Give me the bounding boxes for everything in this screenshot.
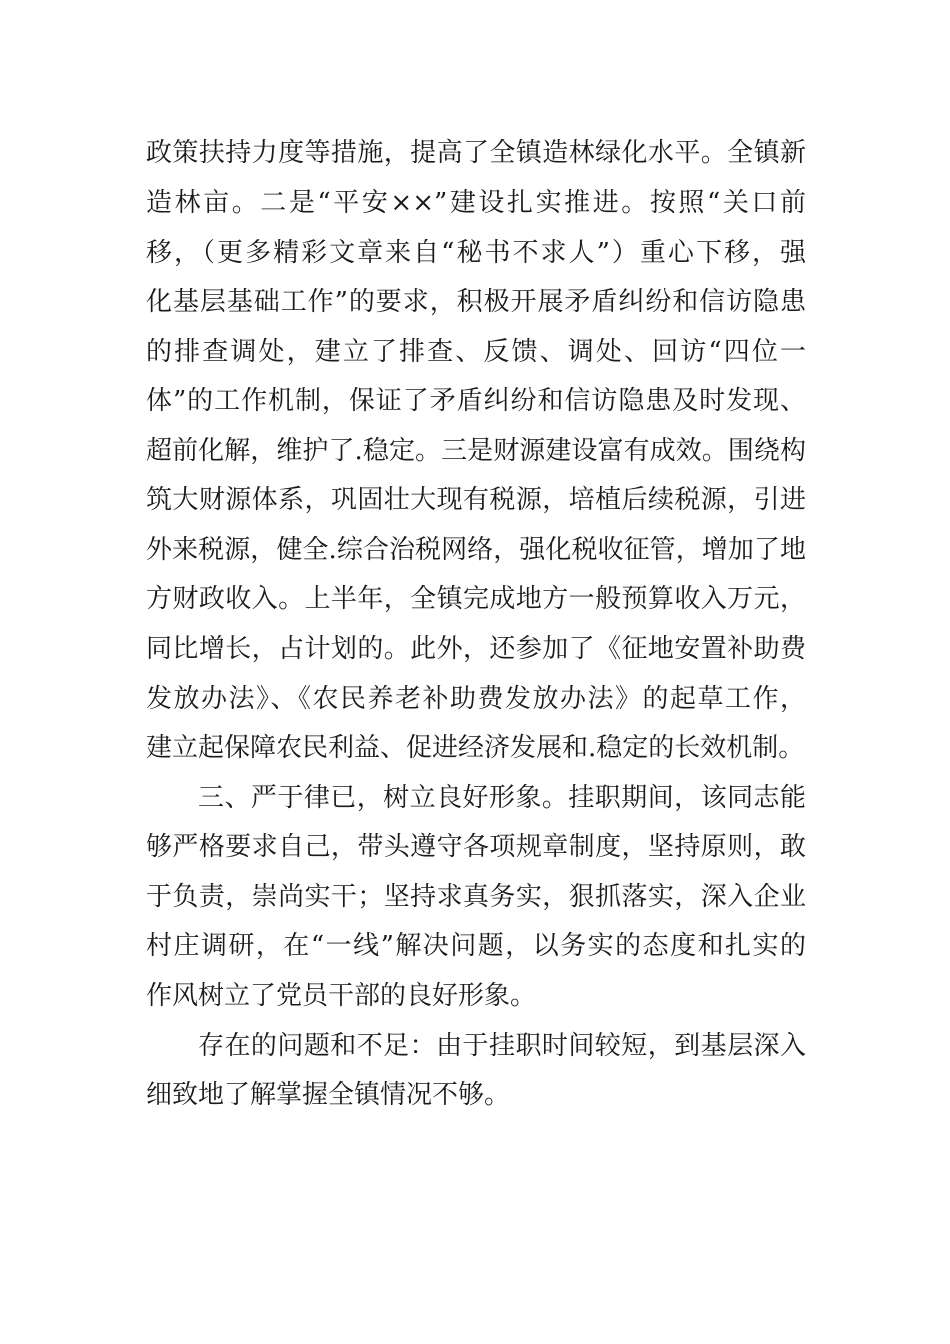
text-line: 外来税源，健全.综合治税网络，强化税收征管，增加了地 [146,535,806,565]
text-line: 作风树立了党员干部的良好形象。 [146,981,537,1011]
text-line: 方财政收入。上半年，全镇完成地方一般预算收入万元， [146,584,806,614]
text-line: 超前化解，维护了.稳定。三是财源建设富有成效。围绕构 [146,436,806,466]
paragraph-first-line: 存在的问题和不足：由于挂职时间较短，到基层深入 [198,1031,806,1061]
text-line: 造林亩。二是“平安××”建设扎实推进。按照“关口前 [146,188,806,218]
text-line: 够严格要求自己，带头遵守各项规章制度，坚持原则，敢 [146,832,806,862]
text-line: 细致地了解掌握全镇情况不够。 [146,1080,511,1110]
text-line: 的排查调处，建立了排查、反馈、调处、回访“四位一 [146,337,806,367]
text-line: 建立起保障农民利益、促进经济发展和.稳定的长效机制。 [146,733,805,763]
text-line: 同比增长，占计划的。此外，还参加了《征地安置补助费 [146,634,806,664]
text-line: 化基层基础工作”的要求，积极开展矛盾纠纷和信访隐患 [146,287,806,317]
text-line: 于负责，崇尚实干；坚持求真务实，狠抓落实，深入企业 [146,882,806,912]
text-line: 体”的工作机制，保证了矛盾纠纷和信访隐患及时发现、 [146,386,806,416]
text-line: 政策扶持力度等措施，提高了全镇造林绿化水平。全镇新 [146,138,806,168]
text-line: 移，（更多精彩文章来自“秘书不求人”）重心下移，强 [146,238,806,268]
text-line: 筑大财源体系，巩固壮大现有税源，培植后续税源，引进 [146,485,806,515]
text-line: 村庄调研，在“一线”解决问题，以务实的态度和扎实的 [146,931,806,961]
paragraph-first-line: 三、严于律已，树立良好形象。挂职期间，该同志能 [198,783,806,813]
text-line: 发放办法》、《农民养老补助费发放办法》的起草工作， [146,684,806,714]
